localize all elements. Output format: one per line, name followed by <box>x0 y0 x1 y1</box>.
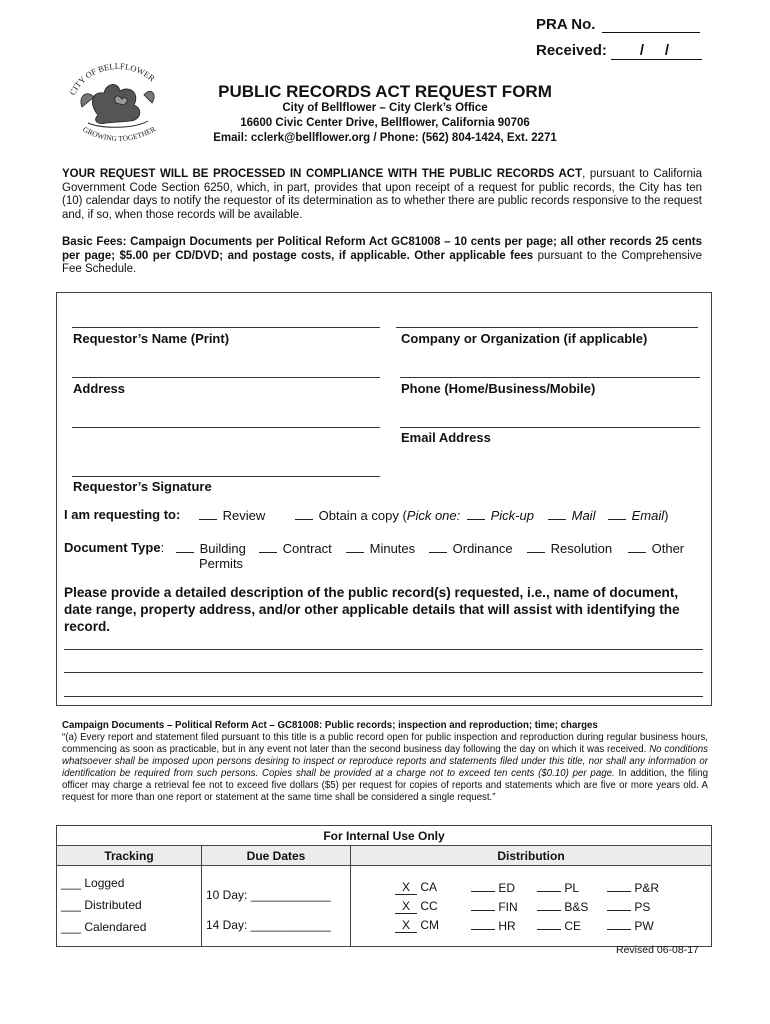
contract-label: Contract <box>282 541 332 556</box>
internal-use-table <box>56 825 712 947</box>
email-checkbox[interactable] <box>608 507 626 520</box>
dist-mark[interactable] <box>607 899 631 911</box>
dist-ca[interactable] <box>395 880 471 895</box>
pra-number-field <box>536 16 700 33</box>
campaign-text-1: “(a) Every report and statement filed pursuant to this title is a public record open for public inspection and reproduction during regular business hours, commencing as soon as practicable, but in any event not later than the second business day following the day on which it was received. <box>62 732 708 755</box>
mail-checkbox[interactable] <box>548 507 566 520</box>
doc-type-minutes[interactable] <box>346 540 415 556</box>
form-title: PUBLIC RECORDS ACT REQUEST FORM <box>218 82 552 101</box>
dist-label: P&R <box>634 880 660 895</box>
dist-label: CC <box>420 898 438 913</box>
dist-label: PL <box>564 880 580 895</box>
dist-ed[interactable] <box>471 880 537 895</box>
dist-label: B&S <box>564 899 589 914</box>
permits-label: Permits <box>199 556 244 571</box>
option-pickup[interactable] <box>467 507 534 523</box>
phone-label: Phone (Home/Business/Mobile) <box>401 381 596 396</box>
pick-one-label: Pick one: <box>406 508 461 523</box>
review-label: Review <box>222 508 266 523</box>
fees-rest: pursuant to the Comprehensive Fee Schedule. <box>62 249 702 276</box>
dist-mark[interactable] <box>537 899 561 911</box>
revised-date: Revised 06-08-17 <box>616 944 699 956</box>
dist-label: ED <box>498 880 516 895</box>
col-tracking: Tracking <box>57 846 202 866</box>
address-line[interactable] <box>72 377 380 378</box>
office-name: City of Bellflower – City Clerk’s Office <box>282 102 488 114</box>
request-form-box <box>56 292 712 706</box>
resolution-checkbox[interactable] <box>527 540 545 553</box>
doc-type-other[interactable] <box>628 540 684 556</box>
option-mail[interactable] <box>548 507 595 523</box>
mail-label: Mail <box>571 508 596 523</box>
col-distribution: Distribution <box>351 846 712 866</box>
doc-type-contract[interactable] <box>259 540 332 556</box>
description-line-2[interactable] <box>64 672 703 673</box>
contract-checkbox[interactable] <box>259 540 277 553</box>
requestor-name-line[interactable] <box>72 327 380 328</box>
other-checkbox[interactable] <box>628 540 646 553</box>
pickup-checkbox[interactable] <box>467 507 485 520</box>
description-line-1[interactable] <box>64 649 703 650</box>
due-dates-cell <box>202 866 351 947</box>
company-label: Company or Organization (if applicable) <box>401 331 648 346</box>
doc-type-building[interactable] <box>176 540 246 556</box>
office-address: 16600 Civic Center Drive, Bellflower, California 90706 <box>240 117 530 129</box>
dist-mark[interactable] <box>537 880 561 892</box>
dist-label: PS <box>634 899 651 914</box>
dist-label: CM <box>420 917 440 932</box>
doc-type-ordinance[interactable] <box>429 540 513 556</box>
dist-fin[interactable] <box>471 899 537 914</box>
signature-line[interactable] <box>72 476 380 477</box>
dist-mark[interactable] <box>471 880 495 892</box>
due-14-day[interactable]: 14 Day: ____________ <box>206 918 331 932</box>
fees-bold: Basic Fees: Campaign Documents per Political Reform Act GC81008 – 10 cents per page; all other records 25 cents per page; $5.00 per CD/DVD; and postage costs, if applicable. Other applicable fees <box>62 236 702 262</box>
building-label: Building <box>199 541 246 556</box>
dist-cc[interactable] <box>395 899 471 914</box>
dist-cm[interactable] <box>395 918 471 933</box>
obtain-checkbox[interactable] <box>295 507 313 520</box>
tracking-distributed[interactable]: ___ Distributed <box>61 898 142 912</box>
resolution-label: Resolution <box>550 541 613 556</box>
pickup-label: Pick-up <box>490 508 534 523</box>
other-label: Other <box>651 541 685 556</box>
received-field <box>536 42 702 60</box>
dist-label: CA <box>420 879 438 894</box>
col-due-dates: Due Dates <box>202 846 351 866</box>
company-line[interactable] <box>396 327 698 328</box>
requesting-row: I am requesting to: <box>64 507 181 522</box>
building-checkbox[interactable] <box>176 540 194 553</box>
svg-text:GROWING TOGETHER: GROWING TOGETHER <box>81 124 158 144</box>
description-prompt: Please provide a detailed description of the public record(s) requested, i.e., name of document, date range, property address, and/or other applicable details that will assist with identifying the record. <box>64 585 680 634</box>
intro-rest: , pursuant to California Government Code Section 6250, which, in part, provides that upon receipt of a request for public records, the City has ten (10) calendar days to notify the requestor of its determination as to whether there are public records responsive to the request and, if so, when those records will be available. <box>62 168 703 221</box>
tracking-logged[interactable]: ___ Logged <box>61 876 125 890</box>
office-contact: Email: cclerk@bellflower.org / Phone: (562) 804-1424, Ext. 2271 <box>213 132 557 144</box>
phone-line[interactable] <box>400 377 700 378</box>
ordinance-label: Ordinance <box>452 541 513 556</box>
pra-number-line[interactable] <box>602 18 700 33</box>
dist-mark[interactable] <box>471 918 495 930</box>
received-date-blank[interactable]: / / <box>611 42 702 60</box>
dist-mark[interactable] <box>471 899 495 911</box>
dist-p-r[interactable] <box>607 880 667 895</box>
requesting-label: I am requesting to <box>64 507 176 522</box>
dist-pl[interactable] <box>537 880 607 895</box>
pra-number-label: PRA No. <box>536 16 596 33</box>
email-option-label: Email <box>631 508 665 523</box>
campaign-heading: Campaign Documents – Political Reform Act – GC81008: Public records; inspection and reproduction; time; charges <box>62 720 598 731</box>
tracking-calendared[interactable]: ___ Calendared <box>61 920 147 934</box>
dist-label: HR <box>498 918 516 933</box>
dist-mark[interactable]: X <box>395 899 417 914</box>
email-label: Email Address <box>401 430 491 445</box>
dist-mark[interactable] <box>607 918 631 930</box>
dist-label: FIN <box>498 899 518 914</box>
tracking-cell <box>57 866 202 947</box>
option-email[interactable] <box>608 507 668 523</box>
due-10-day[interactable]: 10 Day: ____________ <box>206 888 331 902</box>
campaign-text-2: No conditions whatsoever shall be imposed upon persons desiring to inspect or reproduce reports and statements filed under this title, nor shall any information or identification be required from such persons. Copies shall be provided at a charge not to exceed ten cents ($0.10) per page. <box>62 744 709 779</box>
dist-ps[interactable] <box>607 899 667 914</box>
intro-paragraph <box>62 168 702 222</box>
review-checkbox[interactable] <box>199 507 217 520</box>
address-label: Address <box>73 381 126 396</box>
minutes-label: Minutes <box>369 541 416 556</box>
option-review[interactable] <box>199 507 265 523</box>
distribution-grid <box>351 874 711 939</box>
ordinance-checkbox[interactable] <box>429 540 447 553</box>
received-label: Received: <box>536 42 607 59</box>
email-line[interactable] <box>400 427 700 428</box>
dist-hr[interactable] <box>471 918 537 933</box>
obtain-label: Obtain a copy ( <box>318 508 407 523</box>
doc-type-resolution[interactable] <box>527 540 612 556</box>
dist-label: CE <box>564 918 582 933</box>
dist-pw[interactable] <box>607 918 667 933</box>
svg-text:CITY OF BELLFLOWER: CITY OF BELLFLOWER <box>67 63 157 97</box>
dist-ce[interactable] <box>537 918 607 933</box>
dist-mark[interactable]: X <box>395 918 417 933</box>
distribution-cell <box>351 866 712 947</box>
intro-bold: YOUR REQUEST WILL BE PROCESSED IN COMPLIANCE WITH THE PUBLIC RECORDS ACT <box>62 168 583 180</box>
address-line-2[interactable] <box>72 427 380 428</box>
close-paren: ) <box>664 508 669 523</box>
dist-mark[interactable] <box>537 918 561 930</box>
dist-mark[interactable] <box>607 880 631 892</box>
dist-mark[interactable]: X <box>395 880 417 895</box>
dist-label: PW <box>634 918 654 933</box>
fees-paragraph <box>62 236 702 277</box>
internal-use-title: For Internal Use Only <box>57 826 712 846</box>
minutes-checkbox[interactable] <box>346 540 364 553</box>
doc-type-row: Document Type: <box>64 540 165 555</box>
campaign-text-3: In addition, the filing officer may charge a retrieval fee not to exceed five dollars ($5) per request for copies of reports and statements which are five or more years old. A request for more than one report or statement at the same time shall be considered a single request.” <box>62 768 708 803</box>
signature-label: Requestor’s Signature <box>73 479 212 494</box>
campaign-notice <box>62 720 708 804</box>
requestor-name-label: Requestor’s Name (Print) <box>73 331 230 346</box>
doc-type-label: Document Type <box>64 540 161 555</box>
description-line-3[interactable] <box>64 696 703 697</box>
dist-b-s[interactable] <box>537 899 607 914</box>
option-obtain-copy[interactable] <box>295 507 460 523</box>
